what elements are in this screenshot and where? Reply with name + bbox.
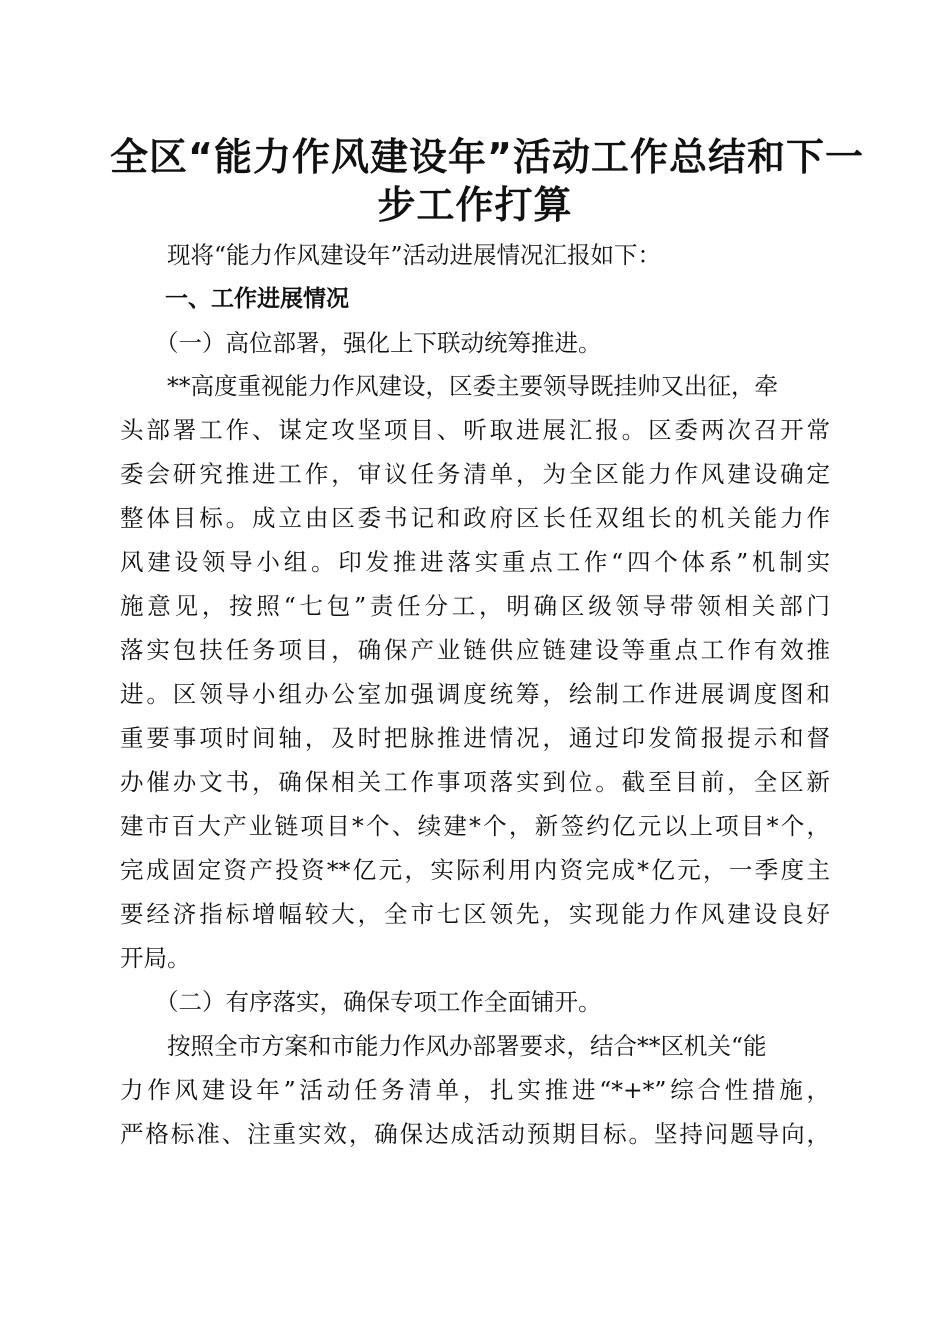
intro-paragraph: 现将“能力作风建设年”活动进展情况汇报如下：	[167, 241, 662, 269]
paragraph-2-line: 力作风建设年”活动任务清单，扎实推进“*+*”综合性措施，	[120, 1076, 830, 1104]
paragraph-1-line: 头部署工作、谋定攻坚项目、听取进展汇报。区委两次召开常	[120, 416, 830, 444]
paragraph-1-line: 进。区领导小组办公室加强调度统筹，绘制工作进展调度图和	[120, 680, 830, 708]
paragraph-2-line: 严格标准、注重实效，确保达成活动预期目标。坚持问题导向，	[120, 1120, 830, 1148]
paragraph-1-line: 要经济指标增幅较大，全市七区领先，实现能力作风建设良好	[120, 900, 830, 928]
section-heading-progress: 一、工作进展情况	[165, 286, 349, 312]
subsection-heading-1: （一）高位部署，强化上下联动统筹推进。	[155, 329, 602, 357]
paragraph-1-line: 完成固定资产投资**亿元，实际利用内资完成*亿元，一季度主	[120, 856, 830, 884]
document-title-line-1: 全区“能力作风建设年”活动工作总结和下一	[110, 135, 864, 179]
paragraph-1-line: 重要事项时间轴，及时把脉推进情况，通过印发简报提示和督	[120, 724, 830, 752]
paragraph-1-line: **高度重视能力作风建设，区委主要领导既挂帅又出征，牵	[167, 372, 778, 400]
paragraph-1-line: 开局。	[120, 944, 191, 972]
paragraph-1-line: 施意见，按照“七包”责任分工，明确区级领导带领相关部门	[120, 592, 830, 620]
paragraph-1-line: 风建设领导小组。印发推进落实重点工作“四个体系”机制实	[120, 548, 830, 576]
paragraph-2-line: 按照全市方案和市能力作风办部署要求，结合**区机关“能	[167, 1032, 767, 1060]
subsection-heading-2: （二）有序落实，确保专项工作全面铺开。	[155, 988, 602, 1016]
document-title-line-2: 步工作打算	[377, 183, 573, 227]
paragraph-1-line: 整体目标。成立由区委书记和政府区长任双组长的机关能力作	[120, 504, 830, 532]
paragraph-1-line: 落实包扶任务项目，确保产业链供应链建设等重点工作有效推	[120, 636, 830, 664]
paragraph-1-line: 办催办文书，确保相关工作事项落实到位。截至目前，全区新	[120, 768, 830, 796]
paragraph-1-line: 委会研究推进工作，审议任务清单，为全区能力作风建设确定	[120, 460, 830, 488]
paragraph-1-line: 建市百大产业链项目*个、续建*个，新签约亿元以上项目*个，	[120, 812, 830, 840]
